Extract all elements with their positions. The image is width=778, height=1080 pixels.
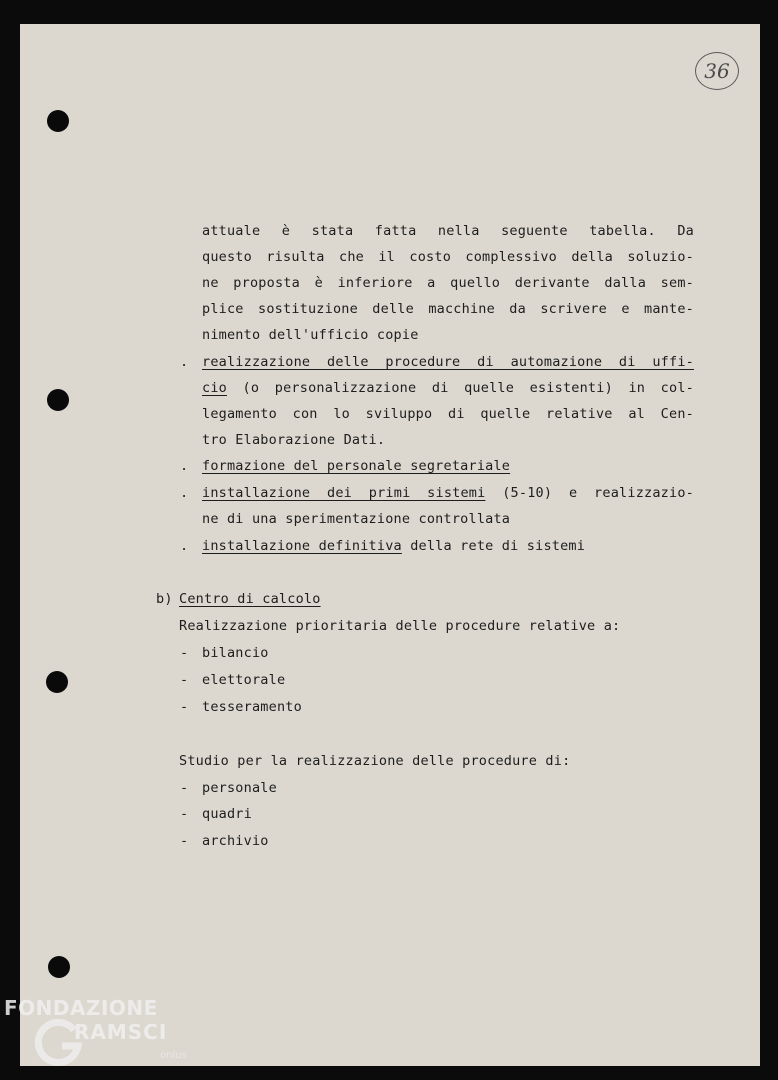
bullet-item-line: ne di una sperimentazione controllata (202, 511, 511, 527)
underlined-text: installazione dei primi sistemi (202, 485, 486, 501)
bullet-item-line: tro Elaborazione Dati. (202, 432, 386, 448)
underlined-text: formazione del personale segretariale (202, 458, 511, 474)
underlined-text: realizzazione delle procedure di automazione di uffi- (202, 354, 694, 370)
bullet-item-training (202, 453, 510, 479)
paragraph-line: questo risulta che il costo complessivo della soluzio- (202, 249, 694, 265)
punch-hole (47, 389, 69, 411)
bullet-item-first-systems (202, 480, 694, 506)
bullet-marker: . (180, 458, 189, 474)
dash-marker: - (180, 699, 189, 715)
list-item: personale (202, 780, 277, 796)
paragraph-line: ne proposta è inferiore a quello derivante dalla sem- (202, 275, 694, 291)
text: della rete di sistemi (401, 538, 586, 554)
dash-marker: - (180, 672, 189, 688)
section-intro: Studio per la realizzazione delle procedure di: (179, 753, 571, 769)
section-intro: Realizzazione prioritaria delle procedure relative a: (179, 618, 621, 634)
watermark-onlus: onlus (160, 1050, 187, 1061)
text: (5-10) e realizzazio- (485, 485, 694, 501)
bullet-marker: . (180, 354, 189, 370)
punch-hole (46, 671, 68, 693)
punch-hole (47, 110, 69, 132)
punch-hole (48, 956, 70, 978)
underlined-text: installazione definitiva (202, 538, 402, 554)
bullet-item-final-install (202, 533, 585, 559)
bullet-item-automation (202, 349, 694, 375)
paragraph-line: plice sostituzione delle macchine da scrivere e mante- (202, 301, 694, 317)
dash-marker: - (180, 833, 189, 849)
dash-marker: - (180, 780, 189, 796)
watermark-line2: RAMSCI (74, 1020, 168, 1044)
bullet-item-line: legamento con lo sviluppo di quelle relative al Cen- (202, 406, 694, 422)
underlined-text: cio (202, 380, 227, 396)
list-item: elettorale (202, 672, 286, 688)
page-number: 36 (695, 52, 739, 90)
underlined-text: Centro di calcolo (179, 591, 321, 607)
dash-marker: - (180, 806, 189, 822)
dash-marker: - (180, 645, 189, 661)
bullet-marker: . (180, 485, 189, 501)
list-item: quadri (202, 806, 252, 822)
watermark-logo (4, 996, 194, 1076)
text: (o personalizzazione di quelle esistenti) in col- (242, 380, 694, 396)
paragraph-line: nimento dell'ufficio copie (202, 327, 419, 343)
list-item: bilancio (202, 645, 269, 661)
list-item: tesseramento (202, 699, 302, 715)
paragraph-line: attuale è stata fatta nella seguente tabella. Da (202, 223, 694, 239)
watermark-line1: FONDAZIONE (4, 996, 158, 1020)
bullet-item-line (202, 375, 694, 401)
section-title (179, 586, 321, 612)
bullet-marker: . (180, 538, 189, 554)
list-item: archivio (202, 833, 269, 849)
section-label: b) (156, 591, 173, 607)
